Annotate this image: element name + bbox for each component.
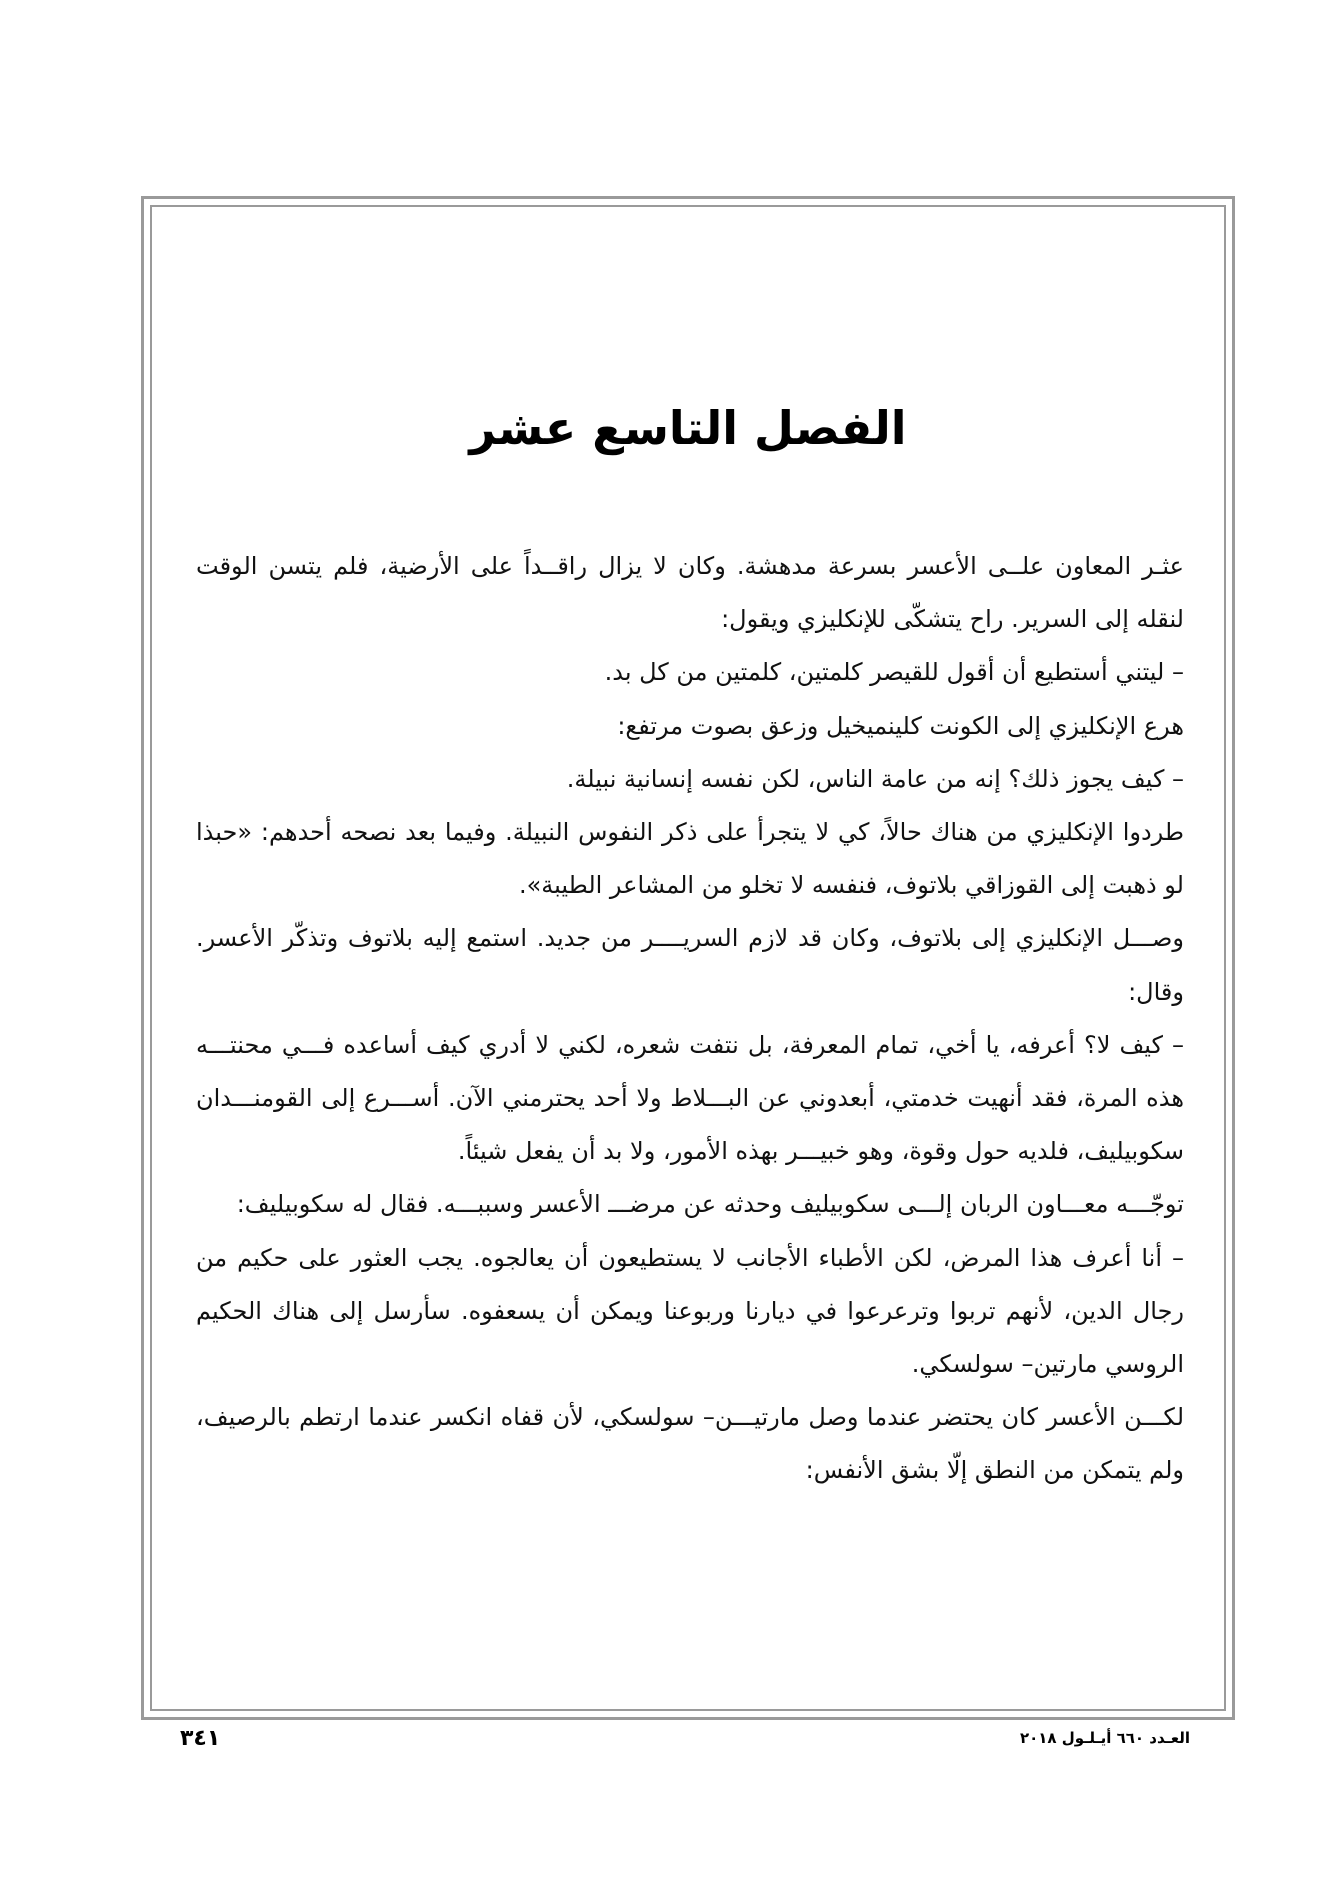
paragraph: – كيف لا؟ أعرفه، يا أخي، تمام المعرفة، بل نتفت شعره، لكني لا أدري كيف أساعده فـــي محنتـــه هذه المرة، فقد أنهيت خدمتي، أبعدوني عن البـــلاط ولا أحد يحترمني الآن. أســـرع إلى القومنـــدان سكوبيليف، فلديه حول وقوة، وهو خبيـــر بهذه الأمور، ولا بد أن يفعل شيئاً. bbox=[196, 1030, 1184, 1166]
paragraph: وصـــل الإنكليزي إلى بلاتوف، وكان قد لازم السريــــر من جديد. استمع إليه بلاتوف وتذكّر الأعسر. وقال: bbox=[196, 924, 1184, 1006]
paragraph: توجّـــه معـــاون الربان إلـــى سكوبيليف وحدثه عن مرضـــ الأعسر وسببـــه. فقال له سكوبيليف: bbox=[236, 1190, 1184, 1219]
paragraph: عثـر المعاون علــى الأعسر بسرعة مدهشة. وكان لا يزال راقــداً على الأرضية، فلم يتسن الوقت لنقله إلى السرير. راح يتشكّى للإنكليزي ويقول: bbox=[196, 552, 1184, 634]
paragraph: طردوا الإنكليزي من هناك حالاً، كي لا يتجرأ على ذكر النفوس النبيلة. وفيما بعد نصحه أحدهم: «حبذا لو ذهبت إلى القوزاقي بلاتوف، فنفسه لا تخلو من المشاعر الطيبة». bbox=[196, 818, 1184, 900]
chapter-title: الفصل التاسع عشر bbox=[469, 401, 907, 455]
body-text bbox=[196, 540, 1184, 1498]
paragraph: – أنا أعرف هذا المرض، لكن الأطباء الأجانب لا يستطيعون أن يعالجوه. يجب العثور على حكيم من رجال الدين، لأنهم تربوا وترعرعوا في ديارنا وربوعنا ويمكن أن يسعفوه. سأرسل إلى هناك الحكيم الروسي مارتين– سولسكي. bbox=[196, 1243, 1184, 1379]
page-footer bbox=[180, 1726, 1190, 1756]
paragraph: – ليتني أستطيع أن أقول للقيصر كلمتين، كلمتين من كل بد. bbox=[604, 658, 1184, 687]
issue-info: العـدد ٦٦٠ أيـلـول ٢٠١٨ bbox=[1019, 1729, 1190, 1747]
page-number: ٣٤١ bbox=[180, 1726, 221, 1751]
paragraph: هرع الإنكليزي إلى الكونت كلينميخيل وزعق بصوت مرتفع: bbox=[617, 711, 1184, 740]
paragraph: – كيف يجوز ذلك؟ إنه من عامة الناس، لكن نفسه إنسانية نبيلة. bbox=[566, 764, 1184, 793]
paragraph: لكـــن الأعسر كان يحتضر عندما وصل مارتيـــن– سولسكي، لأن قفاه انكسر عندما ارتطم بالرصيف، ولم يتمكن من النطق إلّا بشق الأنفس: bbox=[196, 1403, 1184, 1485]
